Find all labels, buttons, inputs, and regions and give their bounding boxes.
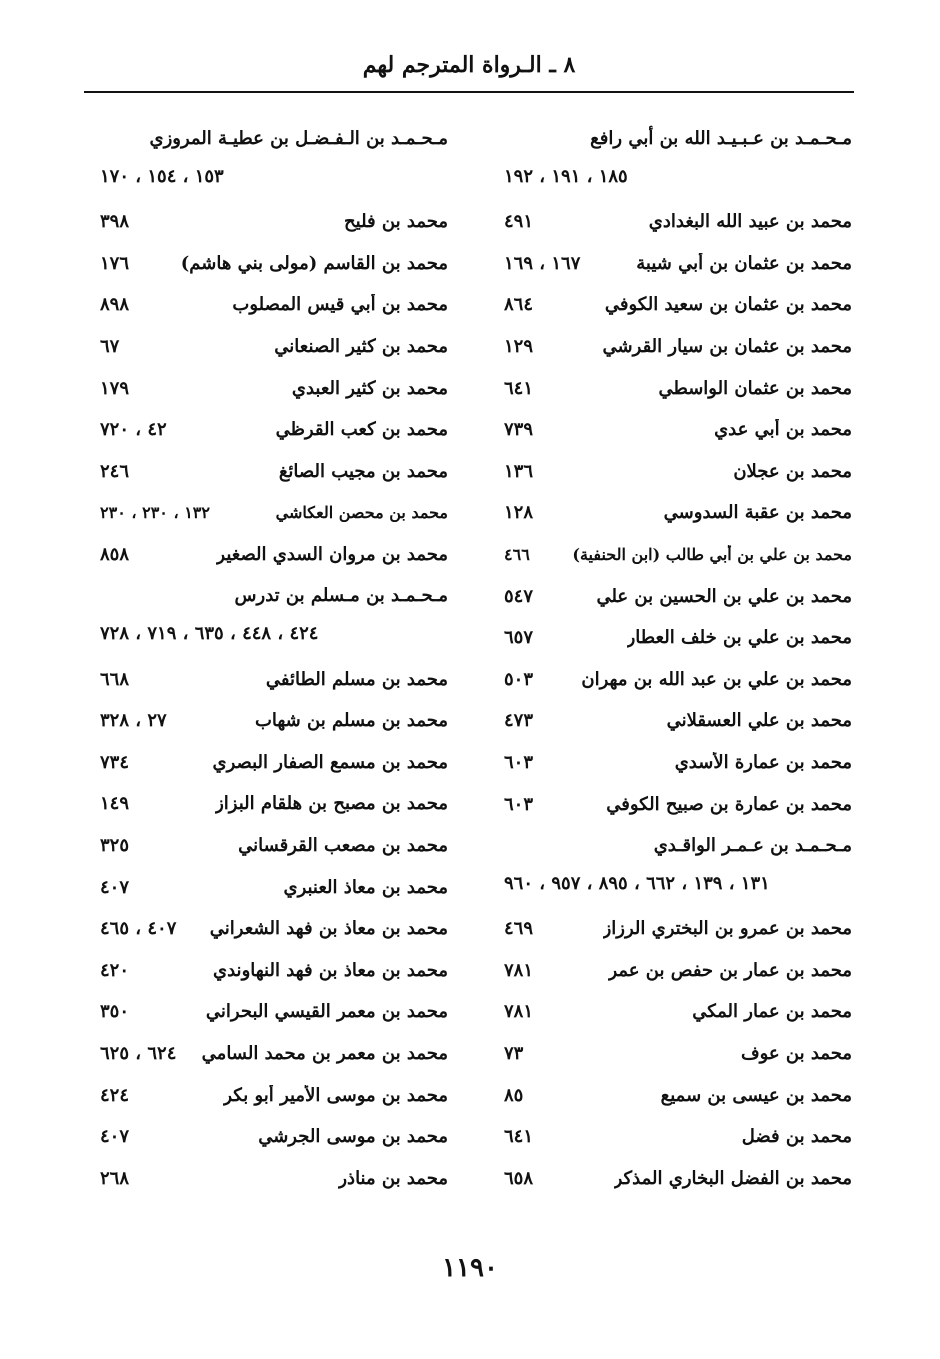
narrator-name: محمد بن علي بن الحسين بن علي [596,585,852,607]
index-entry [100,825,448,867]
index-entry [100,700,448,742]
narrator-name: محمد بن موسى الأمير أبو بكر [223,1084,448,1106]
index-column-left [100,118,448,1199]
index-entry [100,950,448,992]
narrator-name: محمد بن عوف [740,1042,852,1064]
page-refs: ١٧٦ [100,252,130,274]
page-refs: ١٤٩ [100,793,130,815]
index-entry [100,1116,448,1158]
page-refs: ١٧٩ [100,377,130,399]
page-refs: ٥٠٣ [504,668,534,690]
index-entry [100,534,448,576]
narrator-name: محمد بن عيسى بن سميع [660,1084,852,1106]
page-refs: ١٢٩ [504,336,534,358]
narrator-name: محمد بن عثمان الواسطي [658,377,852,399]
index-entry [504,1116,852,1158]
page-refs: ٦٢٤ ، ٦٢٥ [100,1042,177,1064]
index-entry [504,326,852,368]
narrator-name: محمد بن علي بن عبد الله بن مهران [581,668,852,690]
index-entry [504,908,852,950]
page-refs: ٦٤١ [504,377,534,399]
index-entry [504,284,852,326]
page-refs: ٢٦٨ [100,1167,130,1189]
index-entry [100,575,448,658]
narrator-name: محمد بن عثمان بن سيار القرشي [602,336,852,358]
index-entry [504,409,852,451]
narrator-name: محمد بن عثمان بن سعيد الكوفي [604,294,852,316]
page-refs: ٦٧ [100,336,120,358]
index-entry [504,243,852,285]
page-refs: ١٨٥ ، ١٩١ ، ١٩٢ [504,166,628,187]
index-entry [504,825,852,908]
narrator-name: محمد بن عقبة السدوسي [663,502,852,524]
index-entry [504,367,852,409]
narrator-name: محمد بن عمارة الأسدي [674,752,852,774]
narrator-name: مـحـمـد بن عـمـر الواقـدي [653,834,852,856]
index-entry [100,908,448,950]
narrator-name: محمد بن عمار بن حفص بن عمر [608,959,852,981]
page-refs: ٤٠٧ [100,1126,130,1148]
index-entry [504,534,852,576]
index-entry [504,1157,852,1199]
page-refs: ٨٩٨ [100,294,130,316]
page-refs: ٨٥ [504,1084,524,1106]
narrator-name: محمد بن علي بن أبي طالب (ابن الحنفية) [572,545,852,565]
index-entry [100,1157,448,1199]
narrator-name: مـحـمـد بن الـفـضـل بن عطيـة المروزي [149,128,448,149]
index-entry [504,451,852,493]
index-entry [504,201,852,243]
narrator-name: محمد بن مصبح بن هلقام البزاز [215,793,448,815]
index-entry [100,1033,448,1075]
narrator-name: محمد بن الفضل البخاري المذكر [613,1167,852,1189]
index-entry [100,326,448,368]
index-entry [504,1033,852,1075]
index-entry [504,575,852,617]
narrator-name: محمد بن أبي عدي [714,419,852,441]
page-refs: ٧٣ [504,1042,524,1064]
narrator-name: محمد بن معاذ بن فهد الشعراني [209,918,448,940]
narrator-name: محمد بن مسلم الطائفي [265,668,448,690]
narrator-name: محمد بن عجلان [733,460,852,482]
narrator-name: محمد بن كثير العبدي [291,377,448,399]
index-entry [504,659,852,701]
index-entry [100,243,448,285]
page-number: ١١٩٠ [442,1253,498,1283]
page-refs: ٦٤١ [504,1126,534,1148]
page-refs: ٤٢٠ [100,959,130,981]
page-refs: ١٣٦ [504,460,534,482]
page-refs: ٦٥٨ [504,1167,534,1189]
narrator-name: محمد بن كعب القرظي [275,419,448,441]
page-refs: ٤٦٩ [504,918,534,940]
index-entry [504,950,852,992]
index-entry [100,742,448,784]
page-refs: ٤٦٦ [504,545,530,565]
page-refs: ٤٢٤ [100,1084,130,1106]
page-refs: ٨٥٨ [100,544,130,566]
index-entry [504,492,852,534]
index-entry [504,617,852,659]
page-refs: ١٣٢ ، ٢٣٠ ، ٢٣٠ [100,503,210,523]
running-header: ٨ ـ الـرواة المترجم لهم [362,52,576,78]
narrator-name: محمد بن القاسم (مولى بني هاشم) [180,252,448,274]
index-entry [100,284,448,326]
narrator-name: مـحـمـد بن عـبـيـد الله بن أبي رافع [590,128,852,149]
page-refs: ٧٨١ [504,1001,534,1023]
page-refs: ٤٢ ، ٧٢٠ [100,419,167,441]
index-entry [100,783,448,825]
narrator-name: محمد بن عمار المكي [692,1001,852,1023]
index-entry [100,451,448,493]
page-refs: ٣٥٠ [100,1001,130,1023]
narrator-name: محمد بن فضل [741,1126,852,1148]
page-refs: ٢٧ ، ٣٢٨ [100,710,167,732]
page-refs: ٤٢٤ ، ٤٤٨ ، ٦٣٥ ، ٧١٩ ، ٧٢٨ [100,623,319,645]
narrator-name: محمد بن مسلم بن شهاب [254,710,448,732]
narrator-name: مـحـمـد بن مـسلم بن تدرس [234,585,448,607]
page-refs: ٤٠٧ ، ٤٦٥ [100,918,177,940]
narrator-name: محمد بن موسى الجرشي [258,1126,448,1148]
page-refs: ٧٨١ [504,959,534,981]
page-refs: ٨٦٤ [504,294,534,316]
narrator-name: محمد بن معاذ العنبري [283,876,448,898]
narrator-name: محمد بن علي بن خلف العطار [626,627,852,649]
index-entry [100,866,448,908]
index-entry [504,991,852,1033]
page-refs: ٧٣٩ [504,419,534,441]
page-refs: ٦٠٣ [504,752,534,774]
index-entry [100,492,448,534]
page-refs: ١٢٨ [504,502,534,524]
page-refs: ٣٩٨ [100,211,130,233]
page-refs: ٧٣٤ [100,751,130,773]
index-entry [100,1074,448,1116]
narrator-name: محمد بن مسمع الصفار البصري [212,751,448,773]
index-column-right [504,118,852,1199]
narrator-name: محمد بن عبيد الله البغدادي [648,211,852,233]
index-entry [100,409,448,451]
narrator-name: محمد بن علي العسقلاني [666,710,852,732]
index-entry [504,700,852,742]
index-entry [100,201,448,243]
page-refs: ١٦٧ ، ١٦٩ [504,252,581,274]
narrator-name: محمد بن عثمان بن أبي شيبة [636,252,852,274]
index-entry [100,991,448,1033]
narrator-name: محمد بن مناذر [338,1167,448,1189]
index-entry [504,742,852,784]
narrator-name: محمد بن معمر بن محمد السامي [201,1042,448,1064]
index-entry [100,118,448,201]
page-refs: ٦٠٣ [504,793,534,815]
page-refs: ٤٧٣ [504,710,534,732]
narrator-name: محمد بن مصعب القرقساني [238,835,448,857]
page-refs: ٢٤٦ [100,460,130,482]
page-refs: ٦٦٨ [100,668,130,690]
narrator-name: محمد بن كثير الصنعاني [274,336,448,358]
narrator-name: محمد بن معمر القيسي البحراني [205,1001,448,1023]
page-refs: ٥٤٧ [504,585,534,607]
header-rule [84,91,854,93]
narrator-name: محمد بن عمارة بن صبيح الكوفي [606,793,852,815]
page-refs: ٣٢٥ [100,835,130,857]
narrator-name: محمد بن فليح [344,211,448,233]
narrator-name: محمد بن محصن العكاشي [275,503,448,523]
page-refs: ٦٥٧ [504,627,534,649]
narrator-name: محمد بن مجيب الصائغ [278,460,448,482]
page-refs: ٤٩١ [504,211,534,233]
narrator-name: محمد بن مروان السدي الصغير [216,544,448,566]
index-entry [504,1074,852,1116]
narrator-name: محمد بن معاذ بن فهد النهاوندي [213,959,448,981]
page-refs: ٤٠٧ [100,876,130,898]
page-refs: ١٥٣ ، ١٥٤ ، ١٧٠ [100,166,224,187]
index-entry [100,658,448,700]
narrator-name: محمد بن أبي قيس المصلوب [232,294,448,316]
index-entry [100,367,448,409]
index-entry [504,118,852,201]
narrator-name: محمد بن عمرو بن البختري الرزاز [602,918,852,940]
page-refs: ١٣١ ، ١٣٩ ، ٦٦٢ ، ٨٩٥ ، ٩٥٧ ، ٩٦٠ [504,872,770,894]
index-entry [504,783,852,825]
